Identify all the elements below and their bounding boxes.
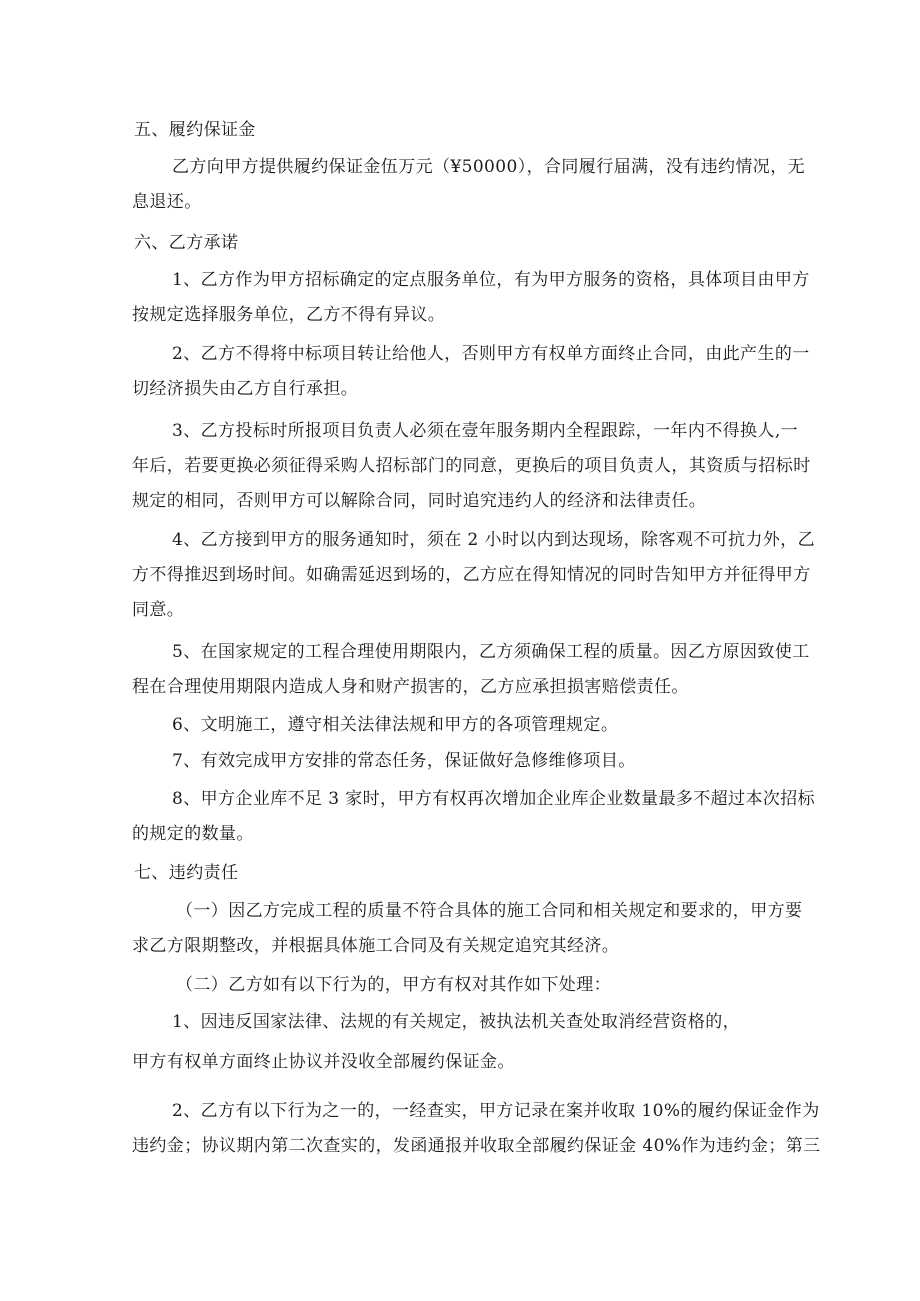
text-line: 息退还。: [132, 192, 202, 212]
section-5-paragraph: [132, 150, 805, 220]
text-line: 按规定选择服务单位，乙方不得有异议。: [132, 305, 446, 325]
text-line: 切经济损失由乙方自行承担。: [132, 379, 359, 399]
text-line: （二）乙方如有以下行为的，甲方有权对其作如下处理：: [176, 975, 611, 995]
text-line: 违约金；协议期内第二次查实的，发函通报并收取全部履约保证金 40%作为违约金；第三: [132, 1136, 821, 1156]
commitment-item-2: [132, 337, 810, 407]
text-line: 7、有效完成甲方安排的常态任务，保证做好急修维修项目。: [172, 751, 636, 771]
breach-part-2: [132, 968, 792, 1003]
commitment-item-3: [132, 414, 811, 519]
text-line: 1、因违反国家法律、法规的有关规定，被执法机关查处取消经营资格的，: [172, 1012, 741, 1032]
text-line: 同意。: [132, 600, 185, 620]
text-line: 甲方有权单方面终止协议并没收全部履约保证金。: [132, 1052, 515, 1072]
text-line: （一）因乙方完成工程的质量不符合具体的施工合同和相关规定和要求的，甲方要: [176, 901, 803, 921]
commitment-item-7: [132, 744, 792, 779]
text-line: 5、在国家规定的工程合理使用期限内，乙方须确保工程的质量。因乙方原因致使工: [172, 642, 810, 662]
text-line: 8、甲方企业库不足 3 家时，甲方有权再次增加企业库企业数量最多不超过本次招标: [172, 789, 816, 809]
breach-item-2: [132, 1094, 821, 1164]
commitment-item-1: [132, 263, 810, 333]
text-line: 4、乙方接到甲方的服务通知时，须在 2 小时以内到达现场，除客观不可抗力外，乙: [172, 530, 816, 550]
text-line: 方不得推迟到场时间。如确需延迟到场的，乙方应在得知情况的同时告知甲方并征得甲方: [132, 565, 811, 585]
section-6-heading: 六、乙方承诺: [134, 233, 239, 253]
breach-part-1: [132, 894, 803, 964]
text-line: 年后，若要更换必须征得采购人招标部门的同意，更换后的项目负责人，其资质与招标时: [132, 456, 811, 476]
commitment-item-8: [132, 782, 816, 852]
text-line: 2、乙方不得将中标项目转让给他人，否则甲方有权单方面终止合同，由此产生的一: [172, 344, 810, 364]
text-line: 2、乙方有以下行为之一的，一经查实，甲方记录在案并收取 10%的履约保证金作为: [172, 1101, 820, 1121]
text-line: 求乙方限期整改，并根据具体施工合同及有关规定追究其经济。: [132, 936, 620, 956]
commitment-item-4: [132, 523, 816, 628]
text-line: 规定的相同，否则甲方可以解除合同，同时追究违约人的经济和法律责任。: [132, 491, 707, 511]
text-line: 程在合理使用期限内造成人身和财产损害的，乙方应承担损害赔偿责任。: [132, 677, 689, 697]
text-line: 6、文明施工，遵守相关法律法规和甲方的各项管理规定。: [172, 715, 619, 735]
section-7-heading: 七、违约责任: [134, 863, 239, 883]
section-5-heading: 五、履约保证金: [134, 120, 256, 140]
text-line: 乙方向甲方提供履约保证金伍万元（¥50000），合同履行届满，没有违约情况，无: [172, 157, 805, 177]
commitment-item-5: [132, 635, 810, 705]
text-line: 3、乙方投标时所报项目负责人必须在壹年服务期内全程跟踪，一年内不得换人,一: [172, 421, 799, 441]
breach-item-1: [132, 1005, 792, 1040]
text-line: 的规定的数量。: [132, 824, 254, 844]
breach-item-1-cont: [132, 1045, 792, 1080]
text-line: 1、乙方作为甲方招标确定的定点服务单位，有为甲方服务的资格，具体项目由甲方: [172, 270, 810, 290]
commitment-item-6: [132, 708, 792, 743]
